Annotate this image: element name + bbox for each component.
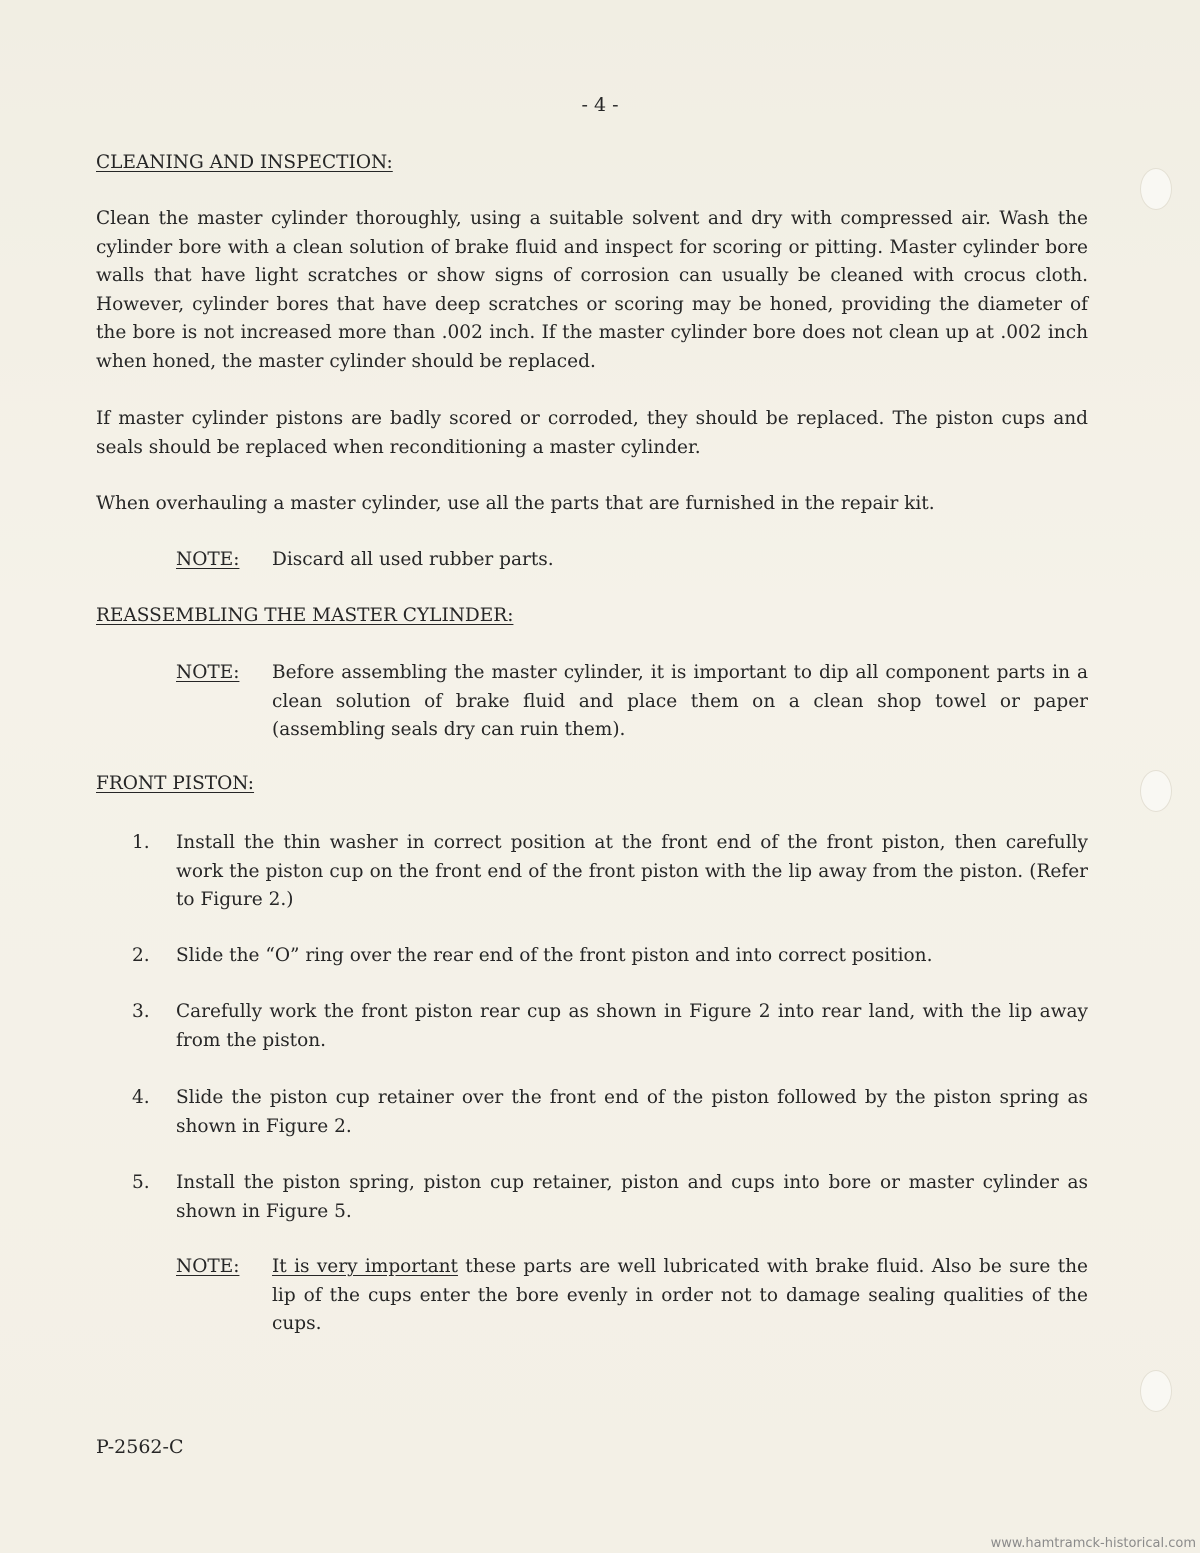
note-text bbox=[272, 1253, 1088, 1339]
note-text-rest: these parts are well lubricated with brake fluid. Also be sure the lip of the cups enter the bore evenly in order not to damage sealing qualities of the cups. bbox=[272, 1256, 1088, 1334]
list-item bbox=[132, 829, 1088, 915]
note-text: Before assembling the master cylinder, it is important to dip all component parts in a clean solution of brake fluid and place them on a clean shop towel or paper (assembling seals dry can ruin them). bbox=[272, 662, 1088, 740]
punch-hole bbox=[1140, 168, 1172, 210]
cleaning-paragraph-3: When overhauling a master cylinder, use all the parts that are furnished in the repair kit. bbox=[96, 493, 935, 514]
note-text: Discard all used rubber parts. bbox=[272, 549, 554, 570]
note-emphasis: It is very important bbox=[272, 1256, 458, 1277]
document-code: P-2562-C bbox=[96, 1436, 184, 1458]
cleaning-paragraph-2: If master cylinder pistons are badly scored or corroded, they should be replaced. The piston cups and seals should be replaced when reconditioning a master cylinder. bbox=[96, 408, 1088, 458]
punch-hole bbox=[1140, 1370, 1172, 1412]
step-text: Slide the “O” ring over the rear end of the front piston and into correct position. bbox=[176, 945, 933, 966]
list-item bbox=[132, 998, 1088, 1055]
list-item bbox=[132, 1084, 1088, 1141]
step-number: 2. bbox=[132, 945, 150, 966]
punch-hole bbox=[1140, 770, 1172, 812]
step-text: Carefully work the front piston rear cup as shown in Figure 2 into rear land, with the lip away from the piston. bbox=[176, 1001, 1088, 1051]
note-label: NOTE: bbox=[176, 1256, 240, 1277]
note-discard-rubber bbox=[176, 546, 1088, 575]
section-heading-cleaning: CLEANING AND INSPECTION: bbox=[96, 152, 393, 173]
note-label: NOTE: bbox=[176, 662, 240, 683]
step-number: 4. bbox=[132, 1087, 150, 1108]
step-text: Install the piston spring, piston cup retainer, piston and cups into bore or master cylinder as shown in Figure 5. bbox=[176, 1172, 1088, 1222]
step-number: 5. bbox=[132, 1172, 150, 1193]
list-item bbox=[132, 1169, 1088, 1226]
section-heading-front-piston: FRONT PISTON: bbox=[96, 773, 255, 794]
step-number: 3. bbox=[132, 1001, 150, 1022]
section-heading-reassembling: REASSEMBLING THE MASTER CYLINDER: bbox=[96, 605, 514, 626]
page-number: - 4 - bbox=[581, 94, 619, 116]
list-item bbox=[132, 942, 1088, 971]
note-label: NOTE: bbox=[176, 549, 240, 570]
note-lubricated bbox=[176, 1253, 1088, 1339]
step-text: Slide the piston cup retainer over the front end of the piston followed by the piston spring as shown in Figure 2. bbox=[176, 1087, 1088, 1137]
watermark: www.hamtramck-historical.com bbox=[990, 1536, 1196, 1551]
cleaning-paragraph-1: Clean the master cylinder thoroughly, using a suitable solvent and dry with compressed air. Wash the cylinder bore with a clean solution of brake fluid and inspect for scoring or pitting. Master cylinder bore walls that have light scratches or show signs of corrosion can usually be cleaned with crocus cloth. However, cylinder bores that have deep scratches or scoring may be honed, providing the diameter of the bore is not increased more than .002 inch. If the master cylinder bore does not clean up at .002 inch when honed, the master cylinder should be replaced. bbox=[96, 208, 1088, 372]
step-number: 1. bbox=[132, 832, 150, 853]
note-before-assembling bbox=[176, 659, 1088, 745]
step-text: Install the thin washer in correct position at the front end of the front piston, then carefully work the piston cup on the front end of the front piston with the lip away from the piston. (Refer to Figure 2.) bbox=[176, 832, 1088, 910]
